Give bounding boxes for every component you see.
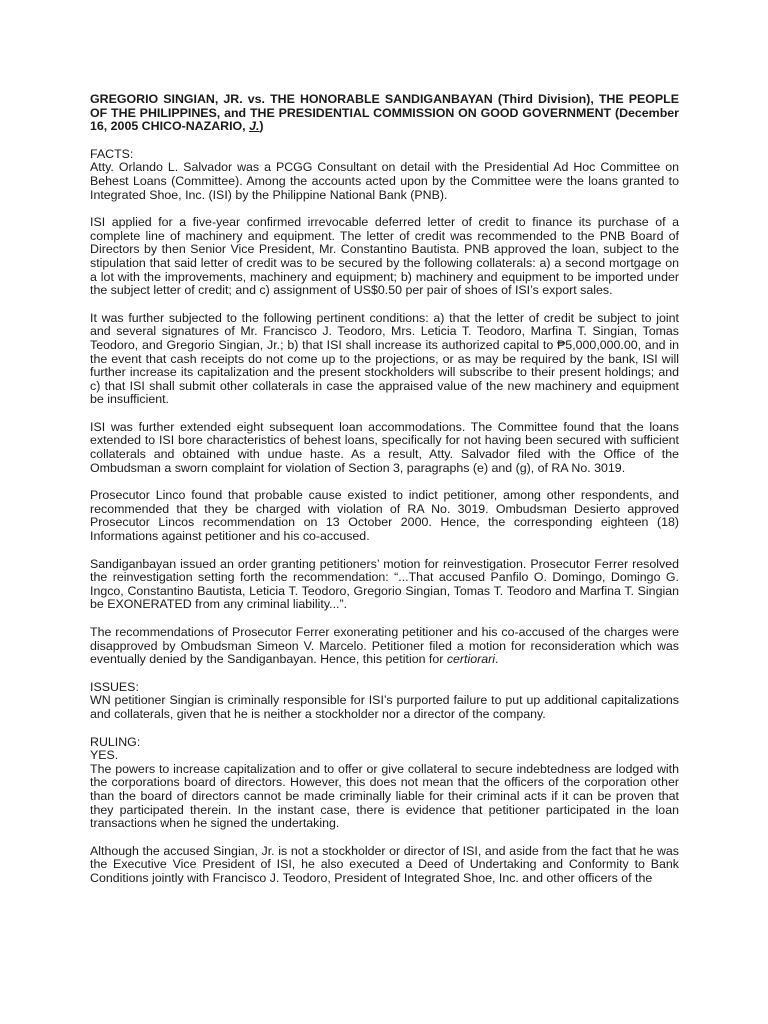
case-title (90, 93, 679, 134)
facts-paragraph-4: ISI was further extended eight subsequent loan accommodations. The Committee found that the loans extended to ISI bore characteristics of behest loans, specifically for not having been secured with sufficient collaterals and obtained with undue haste. As a result, Atty. Salvador filed with the Office of the Ombudsman a sworn complaint for violation of Section 3, paragraphs (e) and (g), of RA No. 3019. (90, 419, 679, 475)
facts-paragraph-1: Atty. Orlando L. Salvador was a PCGG Consultant on detail with the Presidential Ad Hoc Committee on Behest Loans (Committee). Among the accounts acted upon by the Committee were the loans granted to Integrated Shoe, Inc. (ISI) by the Philippine National Bank (PNB). (90, 160, 679, 202)
facts-paragraph-7 (90, 626, 679, 667)
case-title-text: GREGORIO SINGIAN, JR. vs. THE HONORABLE SANDIGANBAYAN (Third Division), THE PEOPLE OF THE PHILIPPINES, and THE PRESIDENTIAL COMMISSION ON GOOD GOVERNMENT (December 16, 2005 CHICO-NAZARIO, (90, 92, 679, 134)
ruling-paragraph-1: The powers to increase capitalization and to offer or give collateral to secure indebtedness are lodged with the corporations board of directors. However, this does not mean that the officers of the corporation other than the board of directors cannot be made criminally liable for their criminal acts if it can be proven that they participated therein. In the instant case, there is evidence that petitioner participated in the loan transactions when he signed the undertaking. (90, 761, 679, 831)
facts-heading: FACTS: (90, 146, 134, 161)
issues-heading: ISSUES: (90, 679, 139, 694)
facts-paragraph-6: Sandiganbayan issued an order granting petitioners’ motion for reinvestigation. Prosecutor Ferrer resolved the reinvestigation setting forth the recommendation: “...That accused Panfilo O. Domingo, Domingo G. Ingco, Constantino Bautista, Leticia T. Teodoro, Gregorio Singian, Tomas T. Teodoro and Marfina T. Singian be EXONERATED from any criminal liability...”. (90, 556, 679, 612)
facts-paragraph-7-end: . (495, 652, 499, 667)
facts-paragraph-5: Prosecutor Linco found that probable cause existed to indict petitioner, among other respondents, and recommended that they be charged with violation of RA No. 3019. Ombudsman Desierto approved Prosecutor Lincos recommendation on 13 October 2000. Hence, the corresponding eighteen (18) Informations against petitioner and his co-accused. (90, 488, 679, 544)
ruling-heading: RULING: (90, 734, 141, 749)
ruling-answer: YES. (90, 748, 119, 763)
document-body (90, 93, 679, 900)
facts-paragraph-2: ISI applied for a five-year confirmed irrevocable deferred letter of credit to finance its purchase of a complete line of machinery and equipment. The letter of credit was recommended to the PNB Board of Directors by then Senior Vice President, Mr. Constantino Bautista. PNB approved the loan, subject to the stipulation that said letter of credit was to be secured by the following collaterals: a) a second mortgage on a lot with the improvements, machinery and equipment; b) machinery and equipment to be imported under the subject letter of credit; and c) assignment of US$0.50 per pair of shoes of ISI’s export sales. (90, 215, 679, 298)
certiorari-term: certiorari (446, 652, 496, 667)
justice-mark: J. (249, 119, 260, 134)
issues-paragraph-1: WN petitioner Singian is criminally responsible for ISI’s purported failure to put up additional capitalizations and collaterals, given that he is neither a stockholder nor a director of the company. (90, 693, 679, 721)
ruling-paragraph-2: Although the accused Singian, Jr. is not a stockholder or director of ISI, and aside from the fact that he was the Executive Vice President of ISI, he also executed a Deed of Undertaking and Conformity to Bank Conditions jointly with Francisco J. Teodoro, President of Integrated Shoe, Inc. and other officers of the (90, 843, 679, 885)
facts-paragraph-3: It was further subjected to the following pertinent conditions: a) that the letter of credit be subject to joint and several signatures of Mr. Francisco J. Teodoro, Mrs. Leticia T. Teodoro, Marfina T. Singian, Tomas Teodoro, and Gregorio Singian, Jr.; b) that ISI shall increase its authorized capital to ₱5,000,000.00, and in the event that cash receipts do not come up to the projections, or as may be required by the bank, ISI will further increase its capitalization and the present stockholders will subscribe to their present holdings; and c) that ISI shall submit other collaterals in case the appraised value of the new machinery and equipment be insufficient. (90, 310, 679, 407)
facts-paragraph-7-text: The recommendations of Prosecutor Ferrer exonerating petitioner and his co-accused of the charges were disapproved by Ombudsman Simeon V. Marcelo. Petitioner filed a motion for reconsideration which was eventually denied by the Sandiganbayan. Hence, this petition for (90, 625, 679, 667)
case-title-close: ) (259, 119, 264, 134)
